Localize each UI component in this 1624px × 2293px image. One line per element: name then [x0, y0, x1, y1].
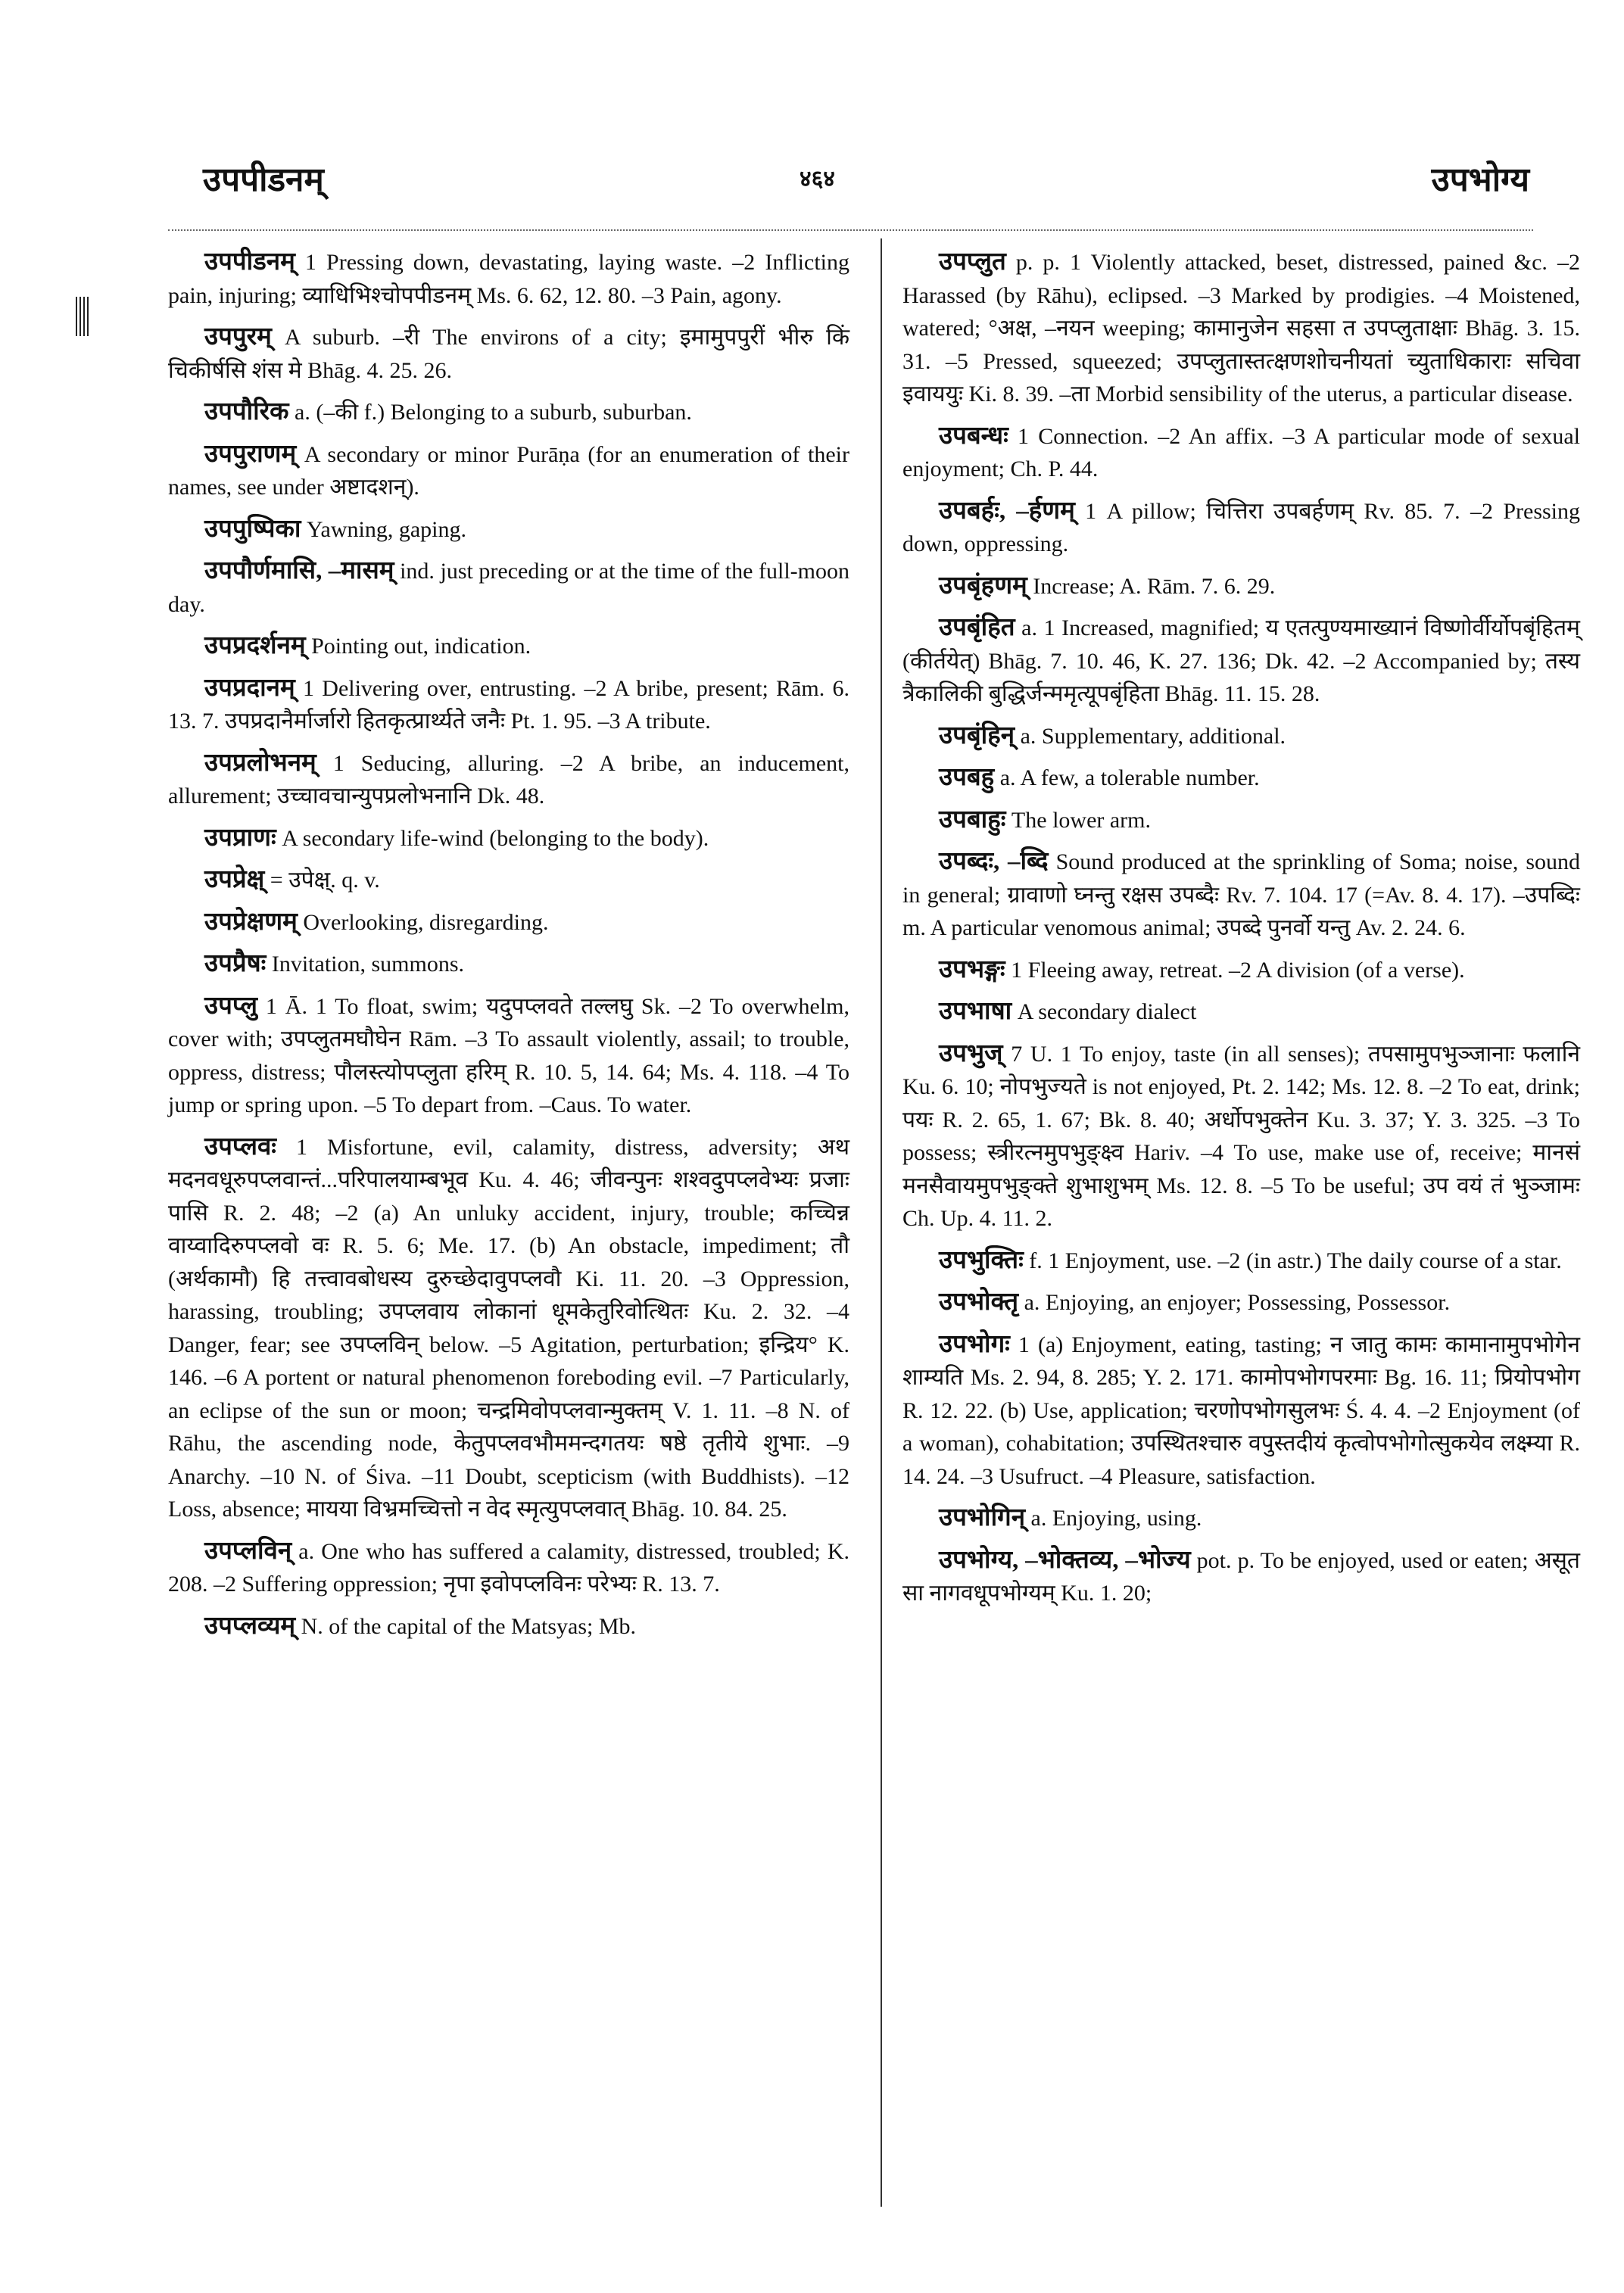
- entry-headword: उपपौर्णमासि, –मासम्: [204, 557, 394, 584]
- entry-definition: Increase; A. Rām. 7. 6. 29.: [1027, 573, 1276, 599]
- entry-definition: Overlooking, disregarding.: [297, 909, 549, 935]
- entry-headword: उपप्राणः: [204, 824, 276, 852]
- entry-definition: a. (–की f.) Belonging to a suburb, suburban.: [288, 400, 692, 425]
- entry-headword: उपभुज्: [939, 1039, 1003, 1067]
- entry-definition: A secondary life-wind (belonging to the body).: [276, 825, 709, 851]
- entry-headword: उपभोगिन्: [939, 1504, 1026, 1531]
- entry-headword: उपभोग्य, –भोक्तव्य, –भोज्य: [939, 1546, 1191, 1574]
- entry-headword: उपप्लुत: [939, 248, 1006, 276]
- entry-definition: Invitation, summons.: [266, 952, 465, 977]
- dictionary-entry: [168, 822, 849, 855]
- entry-headword: उपभुक्तिः: [939, 1246, 1024, 1274]
- entry-definition: a. A few, a tolerable number.: [994, 765, 1260, 790]
- dictionary-entry: [902, 1544, 1580, 1610]
- entry-definition: A secondary or minor Purāṇa (for an enumeration of their names, see under अष्टादशन्).: [168, 441, 849, 500]
- entry-definition: 1 Misfortune, evil, calamity, distress, adversity; अथ मदनवधूरुपप्लवान्तं...परिपालयाम्बभूव Ku. 4. 46; जीवन्पुनः शश्वदुपप्लवेभ्यः प्रजाः पासि R. 2. 48; –2 (a) An unluky accident, injury, trouble; कच्चिन्न वाय्वादिरुपप्लवो वः R. 5. 6; Me. 17. (b) An obstacle, impediment; तौ (अर्थकामौ) हि तत्त्वावबोधस्य दुरुच्छेदावुपप्लवौ Ki. 11. 20. –3 Oppression, harassing, troubling; उपप्लवाय लोकानां धूमकेतुरिवोत्थितः Ku. 2. 32. –4 Danger, fear; see उपप्लविन् below. –5 Agitation, perturbation; इन्द्रिय° K. 146. –6 A portent or natural phenomenon foreboding evil. –7 Particularly, an eclipse of the sun or moon; चन्द्रमिवोपप्लवान्मुक्तम् V. 1. 11. –8 N. of Rāhu, the ascending node, केतुपप्लवभौममन्दगतयः षष्ठे तृतीये शुभाः. –9 Anarchy. –10 N. of Śiva. –11 Doubt, scepticism (with Buddhists). –12 Loss, absence; मायया विभ्रमच्चित्तो न वेद स्मृत्युपप्लवात् Bhāg. 10. 84. 25.: [168, 1134, 849, 1522]
- dictionary-entry: [902, 420, 1580, 486]
- dictionary-entry: [168, 864, 849, 897]
- dictionary-entry: [168, 747, 849, 813]
- left-column: [168, 246, 849, 1652]
- dictionary-entry: [168, 948, 849, 981]
- dictionary-entry: [168, 906, 849, 939]
- entry-headword: उपप्रदर्शनम्: [204, 632, 306, 659]
- page-number: ४६४: [800, 167, 835, 192]
- dictionary-entry: [902, 762, 1580, 795]
- dictionary-entry: [168, 990, 849, 1122]
- dictionary-entry: [902, 804, 1580, 837]
- header-right-headword: उपभोग्य: [1431, 161, 1529, 198]
- margin-mark: [76, 297, 89, 336]
- entry-definition: p. p. 1 Violently attacked, beset, distressed, pained &c. –2 Harassed (by Rāhu), eclipsed. –3 Marked by prodigies. –4 Moistened, watered; °अक्ष, –नयन weeping; कामानुजेन सहसा त उपप्लुताक्षाः Bhāg. 3. 15. 31. –5 Pressed, squeezed; उपप्लुतास्तत्क्षणशोचनीयतां च्युताधिकाराः सचिवा इवाययुः Ki. 8. 39. –ता Morbid sensibility of the uterus, a particular disease.: [902, 250, 1580, 407]
- entry-definition: a. Enjoying, using.: [1025, 1506, 1202, 1531]
- entry-headword: उपबर्हः, –र्हणम्: [939, 497, 1075, 525]
- dictionary-entry: [902, 1038, 1580, 1235]
- entry-definition: N. of the capital of the Matsyas; Mb.: [295, 1613, 637, 1639]
- entry-headword: उपबन्धः: [939, 422, 1008, 450]
- entry-definition: a. 1 Increased, magnified; य एतत्पुण्यमाख्यानं विष्णोर्वीर्योपबृंहितम् (कीर्तयेत्) Bhāg. 7. 10. 46, K. 27. 136; Dk. 42. –2 Accompanied by; तस्य त्रैकालिकी बुद्धिर्जन्ममृत्यूपबृंहिता Bhāg. 11. 15. 28.: [902, 615, 1580, 706]
- dictionary-entry: [168, 513, 849, 547]
- dictionary-entry: [902, 246, 1580, 411]
- dictionary-entry: [902, 1286, 1580, 1319]
- entry-headword: उपभाषा: [939, 998, 1012, 1025]
- entry-headword: उपब्दः, –ब्दि: [939, 848, 1049, 875]
- entry-definition: 1 Connection. –2 An affix. –3 A particular mode of sexual enjoyment; Ch. P. 44.: [902, 423, 1580, 481]
- entry-definition: 1 Pressing down, devastating, laying waste. –2 Inflicting pain, injuring; व्याधिभिश्चोपपीडनम् Ms. 6. 62, 12. 80. –3 Pain, agony.: [168, 250, 849, 308]
- entry-headword: उपबाहुः: [939, 805, 1006, 833]
- dictionary-entry: [168, 396, 849, 429]
- entry-definition: A suburb. –री The environs of a city; इमामुपपुरीं भीरु किं चिकीर्षसि शंस मे Bhāg. 4. 25. 26.: [168, 325, 849, 383]
- entry-headword: उपप्रेक्षणम्: [204, 908, 298, 936]
- dictionary-entry: [902, 1245, 1580, 1278]
- dictionary-entry: [902, 846, 1580, 945]
- header-left-headword: उपपीडनम्: [203, 161, 324, 198]
- dictionary-entry: [902, 1502, 1580, 1535]
- header-rule: [168, 229, 1533, 231]
- entry-headword: उपबहु: [939, 764, 995, 791]
- entry-headword: उपप्रलोभनम्: [204, 749, 316, 777]
- entry-headword: उपभङ्गः: [939, 955, 1005, 983]
- entry-headword: उपबृंहिन्: [939, 721, 1015, 749]
- entry-definition: The lower arm.: [1005, 807, 1152, 833]
- dictionary-entry: [168, 672, 849, 738]
- entry-headword: उपभोक्तृ: [939, 1288, 1019, 1316]
- entry-definition: pot. p. To be enjoyed, used or eaten; असूत सा नागवधूपभोग्यम् Ku. 1. 20;: [902, 1547, 1580, 1606]
- entry-definition: a. Supplementary, additional.: [1015, 723, 1286, 749]
- dictionary-entry: [168, 438, 849, 504]
- entry-headword: उपपुष्पिका: [204, 515, 301, 543]
- entry-definition: 1 A pillow; चित्तिरा उपबर्हणम् Rv. 85. 7. –2 Pressing down, oppressing.: [902, 498, 1581, 556]
- right-column: [902, 246, 1580, 1619]
- dictionary-entry: [902, 495, 1580, 561]
- dictionary-entry: [902, 954, 1580, 987]
- entry-definition: A secondary dialect: [1011, 999, 1197, 1024]
- dictionary-entry: [902, 995, 1580, 1029]
- dictionary-entry: [902, 720, 1580, 753]
- entry-headword: उपप्लव्यम्: [204, 1612, 296, 1640]
- entry-headword: उपप्रेक्ष्: [204, 866, 265, 893]
- entry-definition: ind. just preceding or at the time of the full-moon day.: [168, 559, 849, 617]
- entry-headword: उपपुराणम्: [204, 440, 297, 468]
- dictionary-entry: [168, 1535, 849, 1601]
- entry-definition: 1 (a) Enjoyment, eating, tasting; न जातु कामः कामानामुपभोगेन शाम्यति Ms. 2. 94, 8. 285; Y. 2. 171. कामोपभोगपरमाः Bg. 16. 11; प्रियोपभोग R. 12. 22. (b) Use, application; चरणोपभोगसुलभः Ś. 4. 4. –2 Enjoyment (of a woman), cohabitation; उपस्थितश्चारु वपुस्तदीयं कृत्वोपभोगोत्सुकयेव लक्ष्म्या R. 14. 24. –3 Usufruct. –4 Pleasure, satisfaction.: [902, 1332, 1580, 1489]
- entry-headword: उपपौरिक: [204, 398, 289, 425]
- dictionary-entry: [902, 612, 1580, 711]
- dictionary-entry: [168, 630, 849, 663]
- dictionary-entry: [168, 1610, 849, 1643]
- entry-headword: उपबृंहणम्: [939, 572, 1027, 600]
- entry-headword: उपप्रैषः: [204, 950, 267, 977]
- entry-definition: 1 Fleeing away, retreat. –2 A division (of a verse).: [1005, 957, 1465, 983]
- entry-headword: उपभोगः: [939, 1330, 1010, 1358]
- entry-headword: उपपीडनम्: [204, 248, 295, 276]
- dictionary-entry: [168, 246, 849, 312]
- entry-definition: 7 U. 1 To enjoy, taste (in all senses); तपसामुपभुञ्जानाः फलानि Ku. 6. 10; नोपभुज्यते is not enjoyed, Pt. 2. 142; Ms. 12. 8. –2 To eat, drink; पयः R. 2. 65, 1. 67; Bk. 8. 40; अर्धोपभुक्तेन Ku. 3. 37; Y. 3. 325. –3 To possess; स्त्रीरत्नमुपभुङ्क्ष्व Hariv. –4 To use, make use of, receive; मानसं मनसैवायमुपभुङ्क्ते शुभाशुभम् Ms. 12. 8. –5 To be useful; उप वयं तं भुञ्जामः Ch. Up. 4. 11. 2.: [902, 1041, 1580, 1231]
- entry-definition: 1 Ā. 1 To float, swim; यदुपप्लवते तल्लघु Sk. –2 To overwhelm, cover with; उपप्लुतमघौघेन Rām. –3 To assault violently, assail; to trouble, oppress, distress; पौलस्त्योपप्लुता हरिम् R. 10. 5, 14. 64; Ms. 4. 118. –4 To jump or spring upon. –5 To depart from. –Caus. To water.: [168, 993, 849, 1117]
- dictionary-entry: [168, 555, 849, 621]
- entry-definition: Yawning, gaping.: [301, 516, 467, 542]
- entry-headword: उपप्लवः: [204, 1132, 276, 1161]
- entry-headword: उपपुरम्: [204, 323, 272, 350]
- column-divider: [881, 238, 882, 2207]
- entry-definition: = उपेक्ष्. q. v.: [264, 868, 380, 893]
- entry-definition: 1 Delivering over, entrusting. –2 A bribe, present; Rām. 6. 13. 7. उपप्रदानैर्मार्जारो हितकृत्प्रार्थ्यते जनैः Pt. 1. 95. –3 A tribute.: [168, 675, 849, 734]
- entry-definition: Pointing out, indication.: [305, 634, 531, 659]
- entry-definition: a. One who has suffered a calamity, distressed, troubled; K. 208. –2 Suffering oppression; नृपा इवोपप्लविनः परेभ्यः R. 13. 7.: [168, 1538, 849, 1597]
- dictionary-entry: [168, 321, 849, 387]
- entry-definition: Sound produced at the sprinkling of Soma; noise, sound in general; ग्रावाणो घ्नन्तु रक्षस उपब्दैः Rv. 7. 104. 17 (=Av. 8. 4. 17). –उपब्दिः m. A particular venomous animal; उपब्दे पुनर्वो यन्तु Av. 2. 24. 6.: [902, 849, 1581, 940]
- dictionary-entry: [902, 1329, 1580, 1494]
- dictionary-entry: [168, 1131, 849, 1526]
- dictionary-entry: [902, 570, 1580, 603]
- entry-headword: उपप्रदानम्: [204, 674, 295, 702]
- entry-headword: उपप्लु: [204, 992, 257, 1020]
- entry-headword: उपबृंहित: [939, 614, 1015, 641]
- entry-definition: f. 1 Enjoyment, use. –2 (in astr.) The daily course of a star.: [1023, 1248, 1562, 1273]
- entry-headword: उपप्लविन्: [204, 1537, 292, 1565]
- entry-definition: 1 Seducing, alluring. –2 A bribe, an inducement, allurement; उच्चावचान्युपप्रलोभनानि Dk. 48.: [168, 750, 849, 808]
- entry-definition: a. Enjoying, an enjoyer; Possessing, Possessor.: [1018, 1290, 1451, 1315]
